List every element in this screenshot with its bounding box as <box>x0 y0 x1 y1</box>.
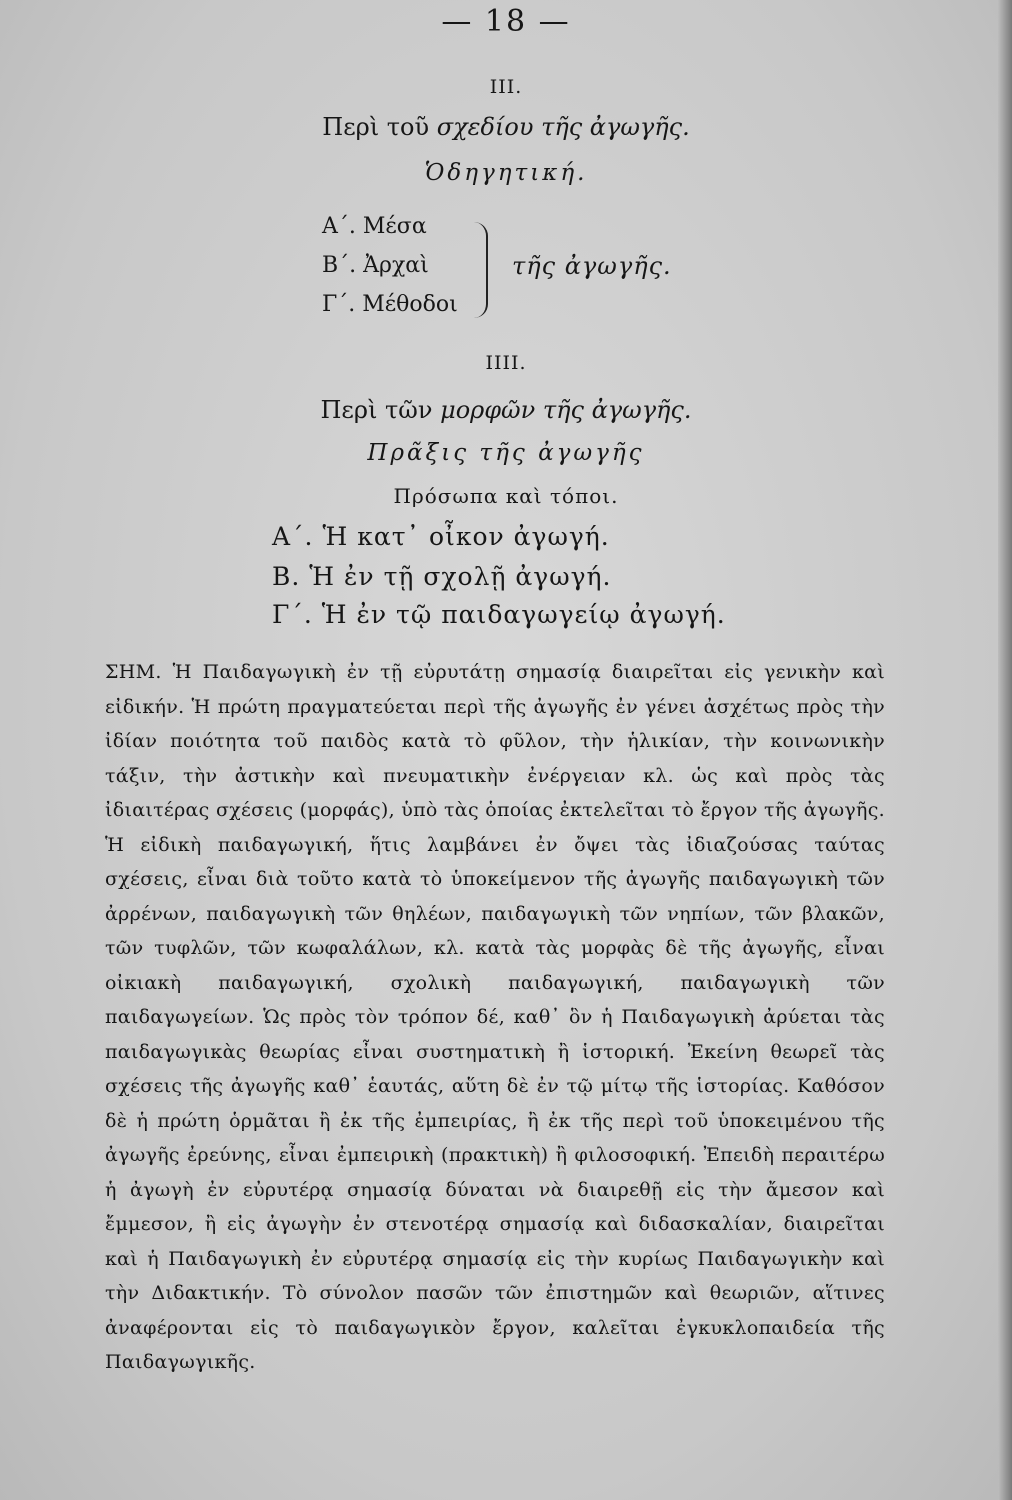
section-4-numeral: IIII. <box>485 352 527 374</box>
section-4-item-3: Γ΄. Ἡ ἐν τῷ παιδαγωγείῳ ἀγωγή. <box>272 600 726 629</box>
page-number: — 18 — <box>441 4 571 39</box>
section-3-title-suffix: τῆς ἀγωγῆς. <box>541 113 690 141</box>
section-3-title-prefix: Περὶ τοῦ <box>322 113 430 141</box>
section-3-subtitle: Ὁδηγητική. <box>424 160 588 186</box>
section-3-numeral: III. <box>489 76 523 98</box>
note-text: ΣΗΜ. Ἡ Παιδαγωγικὴ ἐν τῇ εὐρυτάτῃ σημασίᾳ διαιρεῖται εἰς γενικὴν καὶ εἰδικήν. Ἡ πρώτη πραγματεύεται περὶ τῆς ἀγωγῆς ἐν γένει ἀσχέτως πρὸς τὴν ἰδίαν ποιότητα τοῦ παιδὸς κατὰ τὸ φῦλον, τὴν ἡλικίαν, τὴν κοινωνικὴν τάξιν, τὴν ἀστικὴν καὶ πνευματικὴν ἐνέργειαν κλ. ὡς καὶ πρὸς τὰς ἰδιαιτέρας σχέσεις (μορφάς), ὑπὸ τὰς ὁποίας ἐκτελεῖται τὸ ἔργον τῆς ἀγωγῆς. Ἡ εἰδικὴ παιδαγωγική, ἥτις λαμβάνει ἐν ὄψει τὰς ἰδιαζούσας ταύτας σχέσεις, εἶναι διὰ τοῦτο κατὰ τὸ ὑποκείμενον τῆς ἀγωγῆς παιδαγωγικὴ τῶν ἀρρένων, παιδαγωγικὴ τῶν θηλέων, παιδαγωγικὴ τῶν νηπίων, τῶν βλακῶν, τῶν τυφλῶν, τῶν κωφαλάλων, κλ. κατὰ τὰς μορφὰς δὲ τῆς ἀγωγῆς, εἶναι οἰκιακὴ παιδαγωγική, σχολικὴ παιδαγωγική, παιδαγωγικὴ τῶν παιδαγωγείων. Ὡς πρὸς τὸν τρόπον δέ, καθ᾽ ὃν ἡ Παιδαγωγικὴ ἀρύεται τὰς παιδαγωγικὰς θεωρίας εἶναι συστηματικὴ ἢ ἱστορική. Ἐκείνη θεωρεῖ τὰς σχέσεις τῆς ἀγωγῆς καθ᾽ ἑαυτάς, αὕτη δὲ ἐν τῷ μίτῳ τῆς ἱστορίας. Καθόσον δὲ ἡ πρώτη ὁρμᾶται ἢ ἐκ τῆς ἐμπειρίας, ἢ ἐκ τῆς περὶ τοῦ ὑποκειμένου τῆς ἀγωγῆς ἐρεύνης, εἶναι ἐμπειρικὴ (πρακτικὴ) ἢ φιλοσοφική. Ἐπειδὴ περαιτέρω ἡ ἀγωγὴ ἐν εὐρυτέρᾳ σημασίᾳ δύναται νὰ διαιρεθῇ εἰς τὴν ἄμεσον καὶ ἔμμεσον, ἢ εἰς ἀγωγὴν ἐν στενοτέρᾳ σημασίᾳ καὶ διδασκαλίαν, διαιρεῖται καὶ ἡ Παιδαγωγικὴ ἐν εὐρυτέρᾳ σημασίᾳ εἰς τὴν κυρίως Παιδαγωγικὴν καὶ τὴν Διδακτικήν. Τὸ σύνολον πασῶν τῶν ἐπιστημῶν καὶ θεωριῶν, αἵτινες ἀναφέρονται εἰς τὸ παιδαγωγικὸν ἔργον, καλεῖται ἐγκυκλοπαιδεία τῆς Παιδαγωγικῆς. <box>105 661 885 1373</box>
section-4-title-prefix: Περὶ τῶν <box>320 396 433 424</box>
section-3-item-3: Γ΄. Μέθοδοι <box>322 292 458 317</box>
section-3-item-1: Α΄. Μέσα <box>322 214 427 239</box>
section-3-item-2: Β΄. Ἀρχαὶ <box>322 253 429 278</box>
section-4-title <box>0 396 1012 424</box>
section-4-subtitle-2: Πρόσωπα καὶ τόποι. <box>393 484 619 508</box>
section-3-title-italic: σχεδίου <box>436 113 534 141</box>
section-4-item-1: Α΄. Ἡ κατ᾽ οἶκον ἀγωγή. <box>272 522 610 551</box>
grouping-brace <box>468 222 488 318</box>
section-4-item-2: Β. Ἡ ἐν τῇ σχολῇ ἀγωγή. <box>272 562 612 591</box>
section-3-title <box>0 113 1012 141</box>
brace-label: τῆς ἀγωγῆς. <box>512 252 672 280</box>
note-paragraph <box>105 655 885 1380</box>
section-4-title-italic: μορφῶν <box>440 396 536 424</box>
section-4-title-suffix: τῆς ἀγωγῆς. <box>542 396 692 424</box>
section-4-subtitle: Πρᾶξις τῆς ἀγωγῆς <box>367 440 645 466</box>
